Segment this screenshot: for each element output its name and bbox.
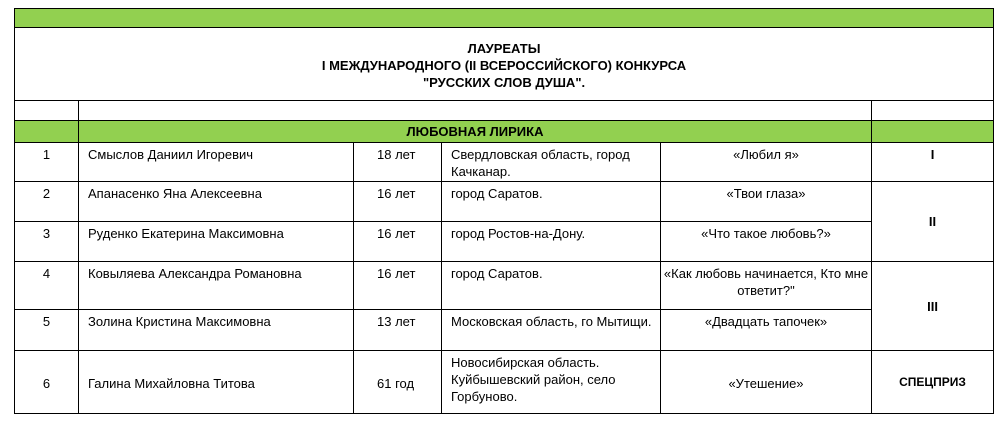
title-line-3: "РУССКИХ СЛОВ ДУША". [422, 74, 586, 90]
participant-age: 16 лет [354, 262, 442, 310]
row-number: 1 [15, 143, 79, 182]
row-number: 5 [15, 310, 79, 351]
participant-place: город Саратов. [442, 262, 661, 310]
work-title: «Утешение» [661, 351, 872, 414]
participant-name: Ковыляева Александра Романовна [79, 262, 354, 310]
row-number: 3 [15, 222, 79, 262]
section-right-cell [872, 121, 994, 143]
participant-name: Золина Кристина Максимовна [79, 310, 354, 351]
participant-name: Апанасенко Яна Алексеевна [79, 182, 354, 222]
work-title: «Что такое любовь?» [661, 222, 872, 262]
row-number: 2 [15, 182, 79, 222]
top-green-band [15, 9, 994, 28]
participant-age: 16 лет [354, 182, 442, 222]
empty-cell [15, 101, 79, 121]
participant-place: Московская область, го Мытищи. [442, 310, 661, 351]
title-cell [15, 28, 994, 101]
empty-row [15, 101, 994, 121]
award-third: III [872, 262, 994, 351]
table-row [15, 262, 994, 310]
section-row [15, 121, 994, 143]
participant-place: Свердловская область, город Качканар. [442, 143, 661, 182]
participant-place: Новосибирская область. Куйбышевский район, село Горбуново. [442, 351, 661, 414]
row-number: 6 [15, 351, 79, 414]
table-row [15, 351, 994, 414]
participant-age: 16 лет [354, 222, 442, 262]
table-row [15, 310, 994, 351]
work-title: «Как любовь начинается, Кто мне ответит?" [661, 262, 872, 310]
work-title: «Двадцать тапочек» [661, 310, 872, 351]
title-row [15, 28, 994, 101]
top-green-band-row [15, 9, 994, 28]
table-row [15, 143, 994, 182]
section-title: ЛЮБОВНАЯ ЛИРИКА [79, 121, 872, 143]
table-row [15, 182, 994, 222]
participant-age: 13 лет [354, 310, 442, 351]
participant-place: город Ростов-на-Дону. [442, 222, 661, 262]
laureates-table [14, 8, 994, 414]
work-title: «Любил я» [661, 143, 872, 182]
participant-name: Галина Михайловна Титова [79, 351, 354, 414]
participant-name: Руденко Екатерина Максимовна [79, 222, 354, 262]
participant-place: город Саратов. [442, 182, 661, 222]
empty-cell [872, 101, 994, 121]
title-line-1: ЛАУРЕАТЫ [467, 40, 541, 56]
award-special: СПЕЦПРИЗ [872, 351, 994, 414]
row-number: 4 [15, 262, 79, 310]
participant-age: 61 год [354, 351, 442, 414]
participant-name: Смыслов Даниил Игоревич [79, 143, 354, 182]
participant-age: 18 лет [354, 143, 442, 182]
empty-cell [79, 101, 872, 121]
award-second: II [872, 182, 994, 262]
table-row [15, 222, 994, 262]
award-first: I [872, 143, 994, 182]
title-line-2: I МЕЖДУНАРОДНОГО (II ВСЕРОССИЙСКОГО) КОНКУРСА [321, 57, 687, 73]
work-title: «Твои глаза» [661, 182, 872, 222]
section-left-cell [15, 121, 79, 143]
